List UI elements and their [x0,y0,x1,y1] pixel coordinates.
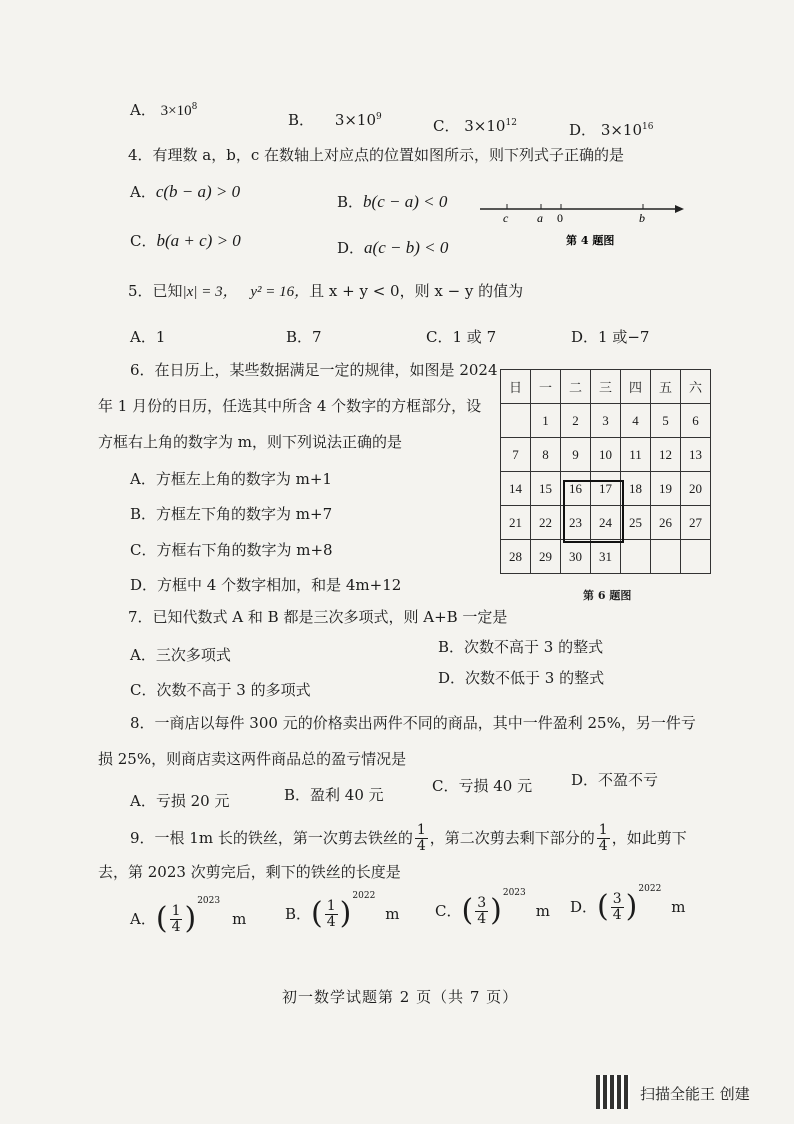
q9-fraction-2: $\frac{1}{4}$ [598,821,608,854]
q6-option-a: A．方框左上角的数字为 m+1 [130,470,332,488]
day-cell: 2 [561,404,591,438]
day-cell [651,540,681,574]
q9-fraction-1: $\frac{1}{4}$ [416,821,426,854]
page-footer: 初一数学试题第 2 页（共 7 页） [282,988,519,1006]
q5-stem: 5．已知|x| = 3， y² = 16，且 x + y < 0，则 x − y 的值为 [128,282,524,300]
q3-option-d: D． $3\times 10^{16}$ [569,121,654,139]
day-cell: 17 [591,472,621,506]
day-cell: 8 [531,438,561,472]
q7-option-b: B．次数不高于 3 的整式 [438,638,604,656]
label-c: c [503,211,509,225]
q3-option-b: B． $3\times 10^9$ [288,111,382,129]
day-cell: 7 [501,438,531,472]
q7-stem: 7．已知代数式 A 和 B 都是三次多项式，则 A+B 一定是 [128,608,508,626]
fig4-caption: 第 4 题图 [566,234,615,247]
day-cell: 20 [681,472,711,506]
calendar-table [500,369,711,574]
day-cell: 28 [501,540,531,574]
weekday-cell: 一 [531,370,561,404]
day-cell: 3 [591,404,621,438]
day-cell: 4 [621,404,651,438]
q6-stem-1: 6．在日历上，某些数据满足一定的规律，如图是 2024 [130,361,498,379]
day-cell: 25 [621,506,651,540]
day-cell: 10 [591,438,621,472]
day-cell [681,540,711,574]
q9-stem-2: 去，第 2023 次剪完后，剩下的铁丝的长度是 [98,863,401,881]
qr-code-icon [596,1075,630,1109]
weekday-cell: 三 [591,370,621,404]
q7-option-c: C．次数不高于 3 的多项式 [130,681,311,699]
calendar-row [501,404,711,438]
q4-option-c: C．b(a + c) > 0 [130,231,241,250]
q5-option-a: A．1 [130,328,166,346]
q9-option-a: A． ( $\frac{1}{4}$ ) 2023 m [130,896,247,936]
day-cell: 23 [561,506,591,540]
label-b: b [639,211,645,225]
q6-option-d: D．方框中 4 个数字相加，和是 4m+12 [130,576,402,594]
q8-option-b: B．盈利 40 元 [284,786,384,804]
q8-option-a: A．亏损 20 元 [130,792,230,810]
q4-stem: 4．有理数 a，b，c 在数轴上对应点的位置如图所示，则下列式子正确的是 [128,146,625,164]
q3-option-a: A． $3\times 10^8$ [130,101,198,119]
weekday-cell: 六 [681,370,711,404]
day-cell: 24 [591,506,621,540]
day-cell: 15 [531,472,561,506]
day-cell: 9 [561,438,591,472]
day-cell: 21 [501,506,531,540]
q4-option-a: A．c(b − a) > 0 [130,182,241,201]
day-cell: 16 [561,472,591,506]
day-cell: 1 [531,404,561,438]
day-cell: 14 [501,472,531,506]
calendar-header-row [501,370,711,404]
day-cell: 29 [531,540,561,574]
q6-stem-3: 方框右上角的数字为 m，则下列说法正确的是 [98,433,402,451]
day-cell: 12 [651,438,681,472]
scanner-watermark: 扫描全能王 创建 [640,1085,750,1103]
q3-option-c: C． $3\times 10^{12}$ [433,117,517,135]
day-cell: 11 [621,438,651,472]
day-cell: 5 [651,404,681,438]
day-cell: 31 [591,540,621,574]
calendar-row [501,438,711,472]
q5-option-c: C．1 或 7 [426,328,497,346]
label-0: 0 [557,211,563,225]
day-cell: 22 [531,506,561,540]
q5-option-d: D．1 或−7 [571,328,650,346]
day-cell: 6 [681,404,711,438]
calendar-row [501,540,711,574]
q9-stem-1: 9．一根 1m 长的铁丝，第一次剪去铁丝的 $\frac{1}{4}$ ，第二次剪去剩下部分的 $\frac{1}{4}$ ，如此剪下 [130,821,687,854]
day-cell: 30 [561,540,591,574]
label-a: a [537,211,543,225]
number-line-arrow [675,205,684,213]
q8-option-c: C．亏损 40 元 [432,777,533,795]
calendar-selection-box [563,480,624,543]
day-cell: 19 [651,472,681,506]
q7-option-d: D．次数不低于 3 的整式 [438,669,605,687]
q7-option-a: A．三次多项式 [130,646,231,664]
q9-option-d: D． ( $\frac{3}{4}$ ) 2022 m [570,884,686,924]
q6-option-c: C．方框右下角的数字为 m+8 [130,541,333,559]
q4-option-d: D．a(c − b) < 0 [337,238,449,257]
q8-option-d: D．不盈不亏 [571,771,659,789]
fig6-caption: 第 6 题图 [583,589,632,602]
q6-stem-2: 年 1 月份的日历，任选其中所含 4 个数字的方框部分，设 [98,397,482,415]
day-cell [621,540,651,574]
weekday-cell: 五 [651,370,681,404]
q4-option-b: B．b(c − a) < 0 [337,192,448,211]
weekday-cell: 四 [621,370,651,404]
q6-option-b: B．方框左下角的数字为 m+7 [130,505,333,523]
q8-stem-2: 损 25%，则商店卖这两件商品总的盈亏情况是 [98,750,407,768]
day-cell: 26 [651,506,681,540]
number-line-figure [478,195,688,250]
weekday-cell: 日 [501,370,531,404]
day-cell: 18 [621,472,651,506]
q9-option-b: B． ( $\frac{1}{4}$ ) 2022 m [285,891,400,931]
day-cell [501,404,531,438]
weekday-cell: 二 [561,370,591,404]
q9-option-c: C． ( $\frac{3}{4}$ ) 2023 m [435,888,550,928]
q8-stem-1: 8．一商店以每件 300 元的价格卖出两件不同的商品，其中一件盈利 25%，另一件亏 [130,714,696,732]
day-cell: 27 [681,506,711,540]
day-cell: 13 [681,438,711,472]
q5-option-b: B．7 [286,328,322,346]
